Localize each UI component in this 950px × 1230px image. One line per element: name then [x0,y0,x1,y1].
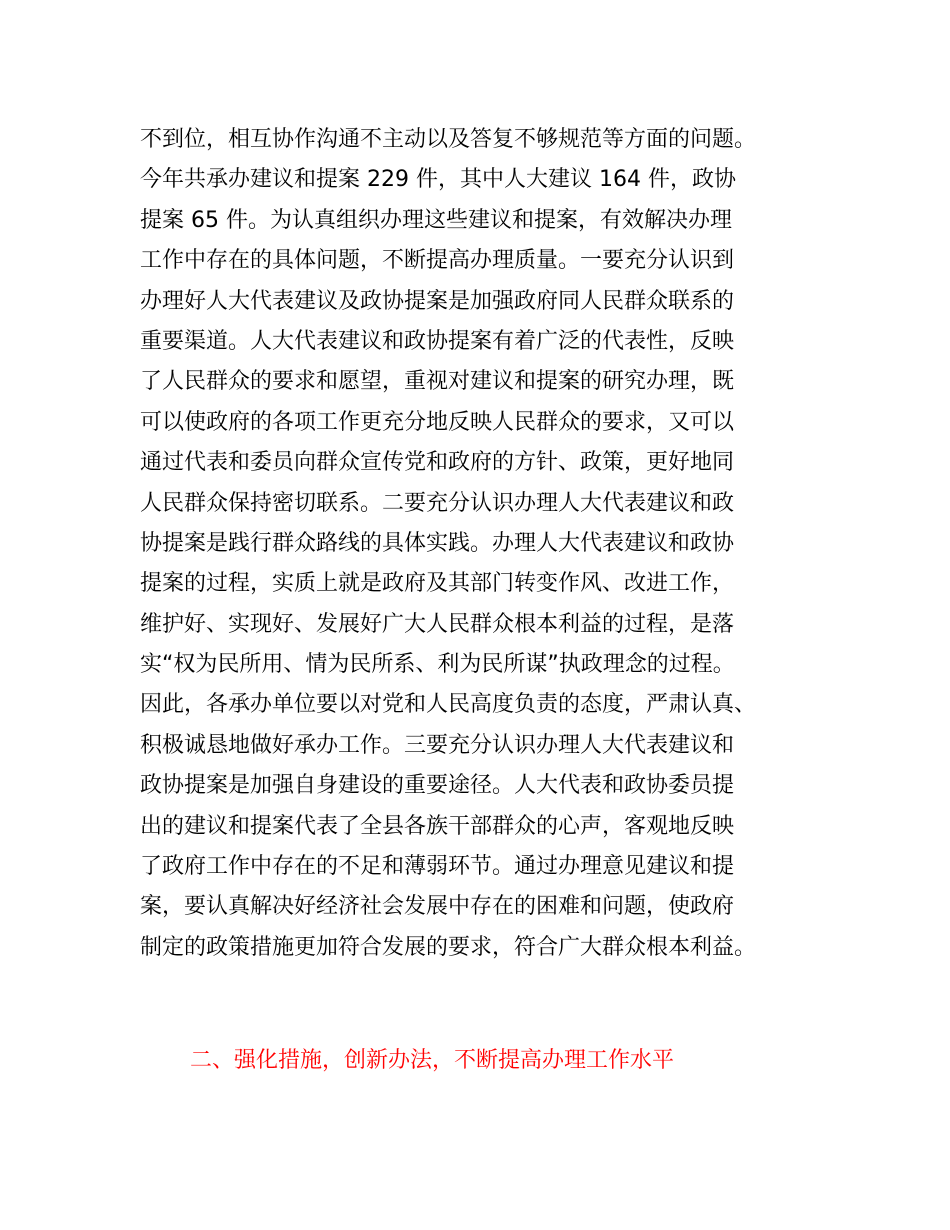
text-line-14: 实“权为民所用、情为民所系、利为民所谋”执政理念的过程。 [140,652,735,678]
text-line-20: 案，要认真解决好经济社会发展中存在的困难和问题，使政府 [140,894,735,920]
text-line-10: 人民群众保持密切联系。二要充分认识办理人大代表建议和政 [140,490,735,516]
text-line-9: 通过代表和委员向群众宣传党和政府的方针、政策，更好地同 [140,450,735,476]
text-line-16: 积极诚恳地做好承办工作。三要充分认识办理人大代表建议和 [140,732,735,758]
text-line-1: 不到位，相互协作沟通不主动以及答复不够规范等方面的问题。 [140,127,757,152]
text-line-2: 今年共承办建议和提案 229 件，其中人大建议 164 件，政协 [140,167,736,193]
text-line-12: 提案的过程，实质上就是政府及其部门转变作风、改进工作， [140,571,735,597]
text-line-11: 协提案是践行群众路线的具体实践。办理人大代表建议和政协 [140,530,735,556]
text-line-4: 工作中存在的具体问题，不断提高办理质量。一要充分认识到 [140,248,735,274]
text-line-5: 办理好人大代表建议及政协提案是加强政府同人民群众联系的 [140,288,735,314]
text-line-15: 因此，各承办单位要以对党和人民高度负责的态度，严肃认真、 [140,692,757,718]
text-line-13: 维护好、实现好、发展好广大人民群众根本利益的过程，是落 [140,611,735,637]
text-line-19: 了政府工作中存在的不足和薄弱环节。通过办理意见建议和提 [140,854,735,880]
body-paragraph [140,120,840,968]
text-line-7: 了人民群众的要求和愿望，重视对建议和提案的研究办理，既 [140,369,735,395]
text-line-3: 提案 65 件。为认真组织办理这些建议和提案，有效解决办理 [140,207,732,233]
text-line-8: 可以使政府的各项工作更充分地反映人民群众的要求，又可以 [140,409,735,435]
section-heading: 二、强化措施，创新办法，不断提高办理工作水平 [190,1048,675,1073]
text-line-18: 出的建议和提案代表了全县各族干部群众的心声，客观地反映 [140,813,735,839]
text-line-17: 政协提案是加强自身建设的重要途径。人大代表和政协委员提 [140,773,735,799]
text-line-6: 重要渠道。人大代表建议和政协提案有着广泛的代表性，反映 [140,328,735,354]
text-line-21: 制定的政策措施更加符合发展的要求，符合广大群众根本利益。 [140,934,757,960]
